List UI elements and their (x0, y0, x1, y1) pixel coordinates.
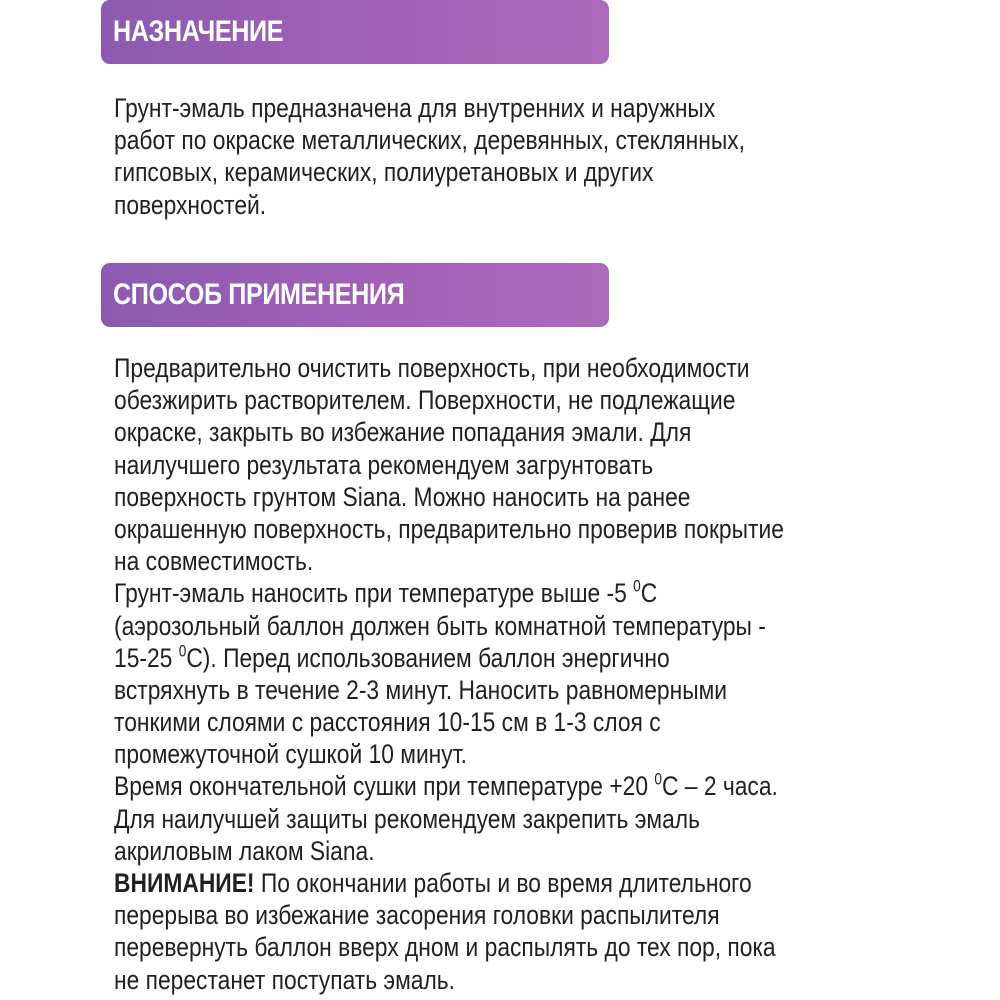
text-line: промежуточной сушкой 10 минут. (114, 739, 467, 770)
text-line: перерыва во избежание засорения головки распылителя (114, 900, 720, 931)
text-line: Предварительно очистить поверхность, при необходимости (114, 353, 750, 383)
text-line: работ по окраске металлических, деревянных, стеклянных, (114, 125, 746, 156)
text-line: встряхнуть в течение 2-3 минут. Наносить равномерными (114, 674, 728, 705)
text-line: окрашенную поверхность, предварительно проверив покрытие (114, 513, 784, 544)
method-section-title: СПОСОБ ПРИМЕНЕНИЯ (113, 278, 405, 311)
text-line: наилучшего результата рекомендуем загрунтовать (114, 449, 654, 480)
text-line: тонкими слоями с расстояния 10-15 см в 1-3 слоя с (114, 707, 661, 738)
text-line: поверхностей. (114, 189, 267, 220)
warning-line: ВНИМАНИЕ! По окончании работы и во время длительного (114, 868, 752, 898)
text-line: (аэрозольный баллон должен быть комнатной температуры - (114, 610, 766, 641)
temperature-line: 15-25 $^0$С). Перед использованием баллон энергично (114, 642, 670, 673)
text-line: перевернуть баллон вверх дном и распылять до тех пор, пока (114, 932, 776, 963)
purpose-section-title: НАЗНАЧЕНИЕ (113, 15, 284, 48)
warning-label: ВНИМАНИЕ! (114, 868, 255, 898)
text-line: окраске, закрыть во избежание попадания эмали. Для (114, 417, 692, 448)
purpose-paragraph (114, 92, 959, 221)
method-section-header (101, 263, 609, 327)
text-line: гипсовых, керамических, полиуретановых и других (114, 157, 654, 188)
text-line: обезжирить растворителем. Поверхности, не подлежащие (114, 385, 736, 416)
method-paragraph (114, 352, 959, 996)
purpose-section-header (101, 0, 609, 64)
text-line: акриловым лаком Siana. (114, 835, 375, 866)
drying-time-line: Время окончательной сушки при температуре +20 $^0$С – 2 часа. (114, 770, 778, 802)
temperature-line: Грунт-эмаль наносить при температуре выше -5 $^0$С (114, 577, 658, 609)
text-line: не перестанет поступать эмаль. (114, 964, 455, 995)
text-line: Для наилучшей защиты рекомендуем закрепить эмаль (114, 803, 700, 834)
text-line: на совместимость. (114, 546, 314, 577)
text-line: поверхность грунтом Siana. Можно наносить на ранее (114, 481, 691, 512)
text-line: Грунт-эмаль предназначена для внутренних и наружных (114, 93, 716, 123)
